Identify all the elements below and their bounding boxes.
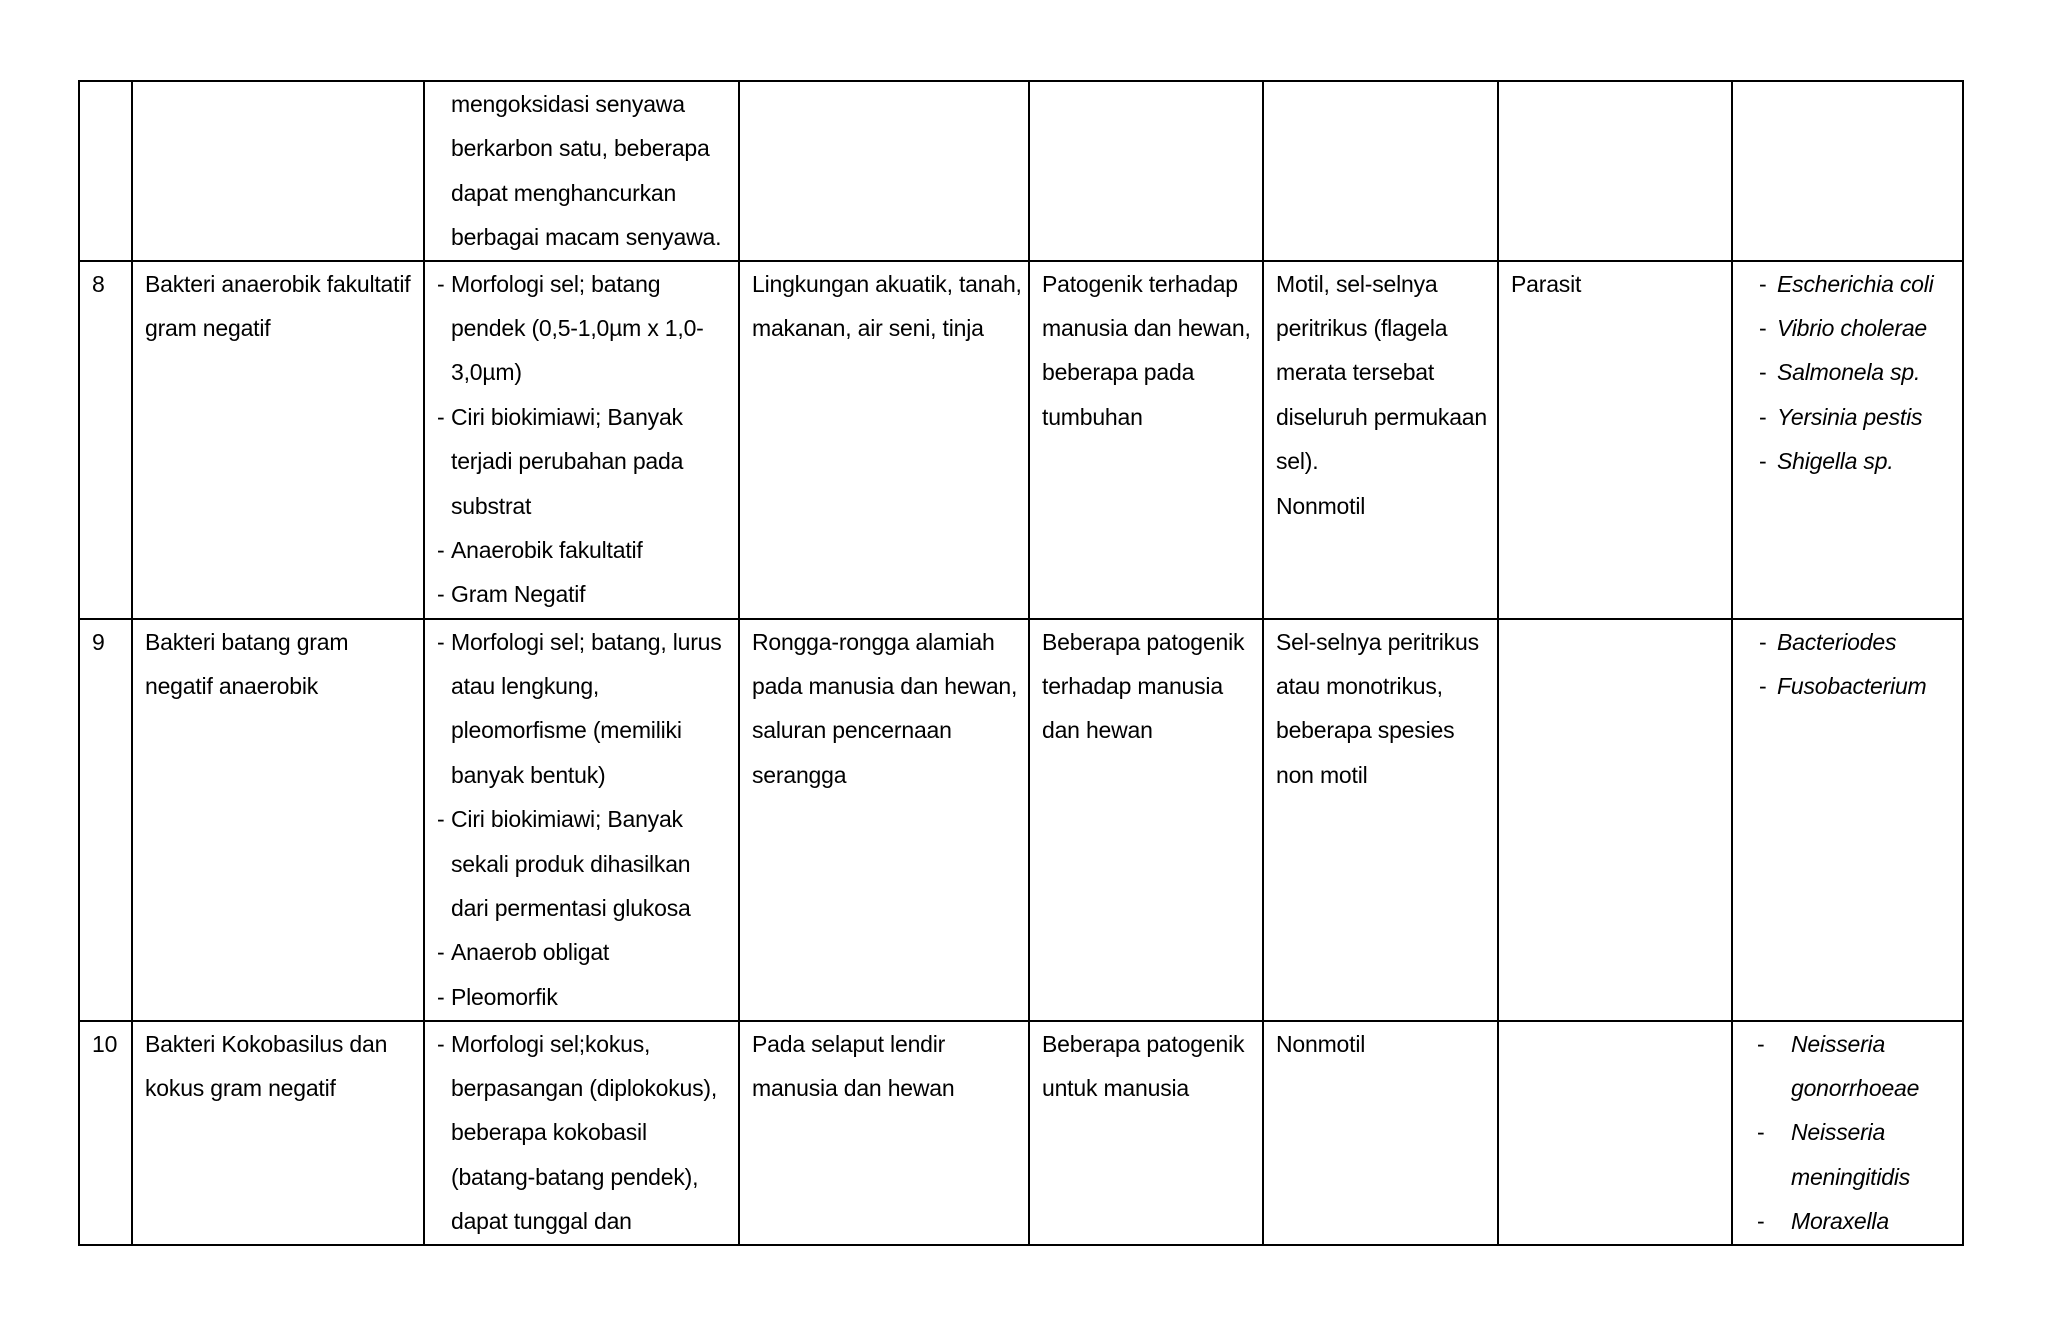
characteristics-cell	[424, 261, 739, 619]
characteristics-line: beberapa kokobasil	[451, 1119, 647, 1146]
habitat-line: makanan, air seni, tinja	[752, 315, 984, 342]
lifestyle-cell	[1498, 81, 1732, 261]
motility-line: Motil, sel-selnya	[1276, 270, 1438, 297]
species-name: - Moraxella	[1791, 1208, 1889, 1235]
pathogenicity-cell	[1029, 81, 1263, 261]
characteristics-line: - Morfologi sel; batang	[451, 270, 661, 297]
species-name: - Yersinia pestis	[1777, 403, 1923, 430]
characteristics-list	[437, 1022, 728, 1244]
group-name-line: gram negatif	[145, 315, 271, 342]
characteristics-line: substrat	[451, 492, 532, 519]
habitat-line: Rongga-rongga alamiah	[752, 628, 995, 655]
examples-cell	[1732, 261, 1963, 619]
habitat-cell	[739, 81, 1029, 261]
row-number-cell	[79, 261, 132, 619]
characteristics-line: mengoksidasi senyawa	[451, 91, 685, 117]
motility-cell	[1263, 261, 1498, 619]
characteristics-line: pendek (0,5-1,0µm x 1,0-	[451, 315, 704, 342]
species-name: - Bacteriodes	[1777, 628, 1897, 655]
species-name: - Shigella sp.	[1777, 448, 1894, 475]
group-name-cell	[132, 1021, 424, 1245]
group-name-line: Bakteri Kokobasilus dan	[145, 1030, 388, 1057]
group-name-line: Bakteri anaerobik fakultatif	[145, 270, 411, 297]
table-row	[79, 1021, 1963, 1245]
group-name-line: kokus gram negatif	[145, 1075, 336, 1102]
examples-list	[1745, 620, 1952, 709]
motility-line: diseluruh permukaan	[1276, 403, 1487, 430]
list-item	[437, 797, 728, 930]
characteristics-line: - Pleomorfik	[451, 983, 558, 1010]
species-name: - Salmonela sp.	[1777, 359, 1921, 386]
motility-line: atau monotrikus,	[1276, 673, 1443, 700]
pathogenicity-line: tumbuhan	[1042, 403, 1143, 430]
species-name: - Fusobacterium	[1777, 673, 1927, 700]
motility-line: merata tersebat	[1276, 359, 1435, 386]
pathogenicity-line: Beberapa patogenik	[1042, 628, 1245, 655]
pathogenicity-line: manusia dan hewan,	[1042, 315, 1251, 342]
pathogenicity-line: beberapa pada	[1042, 359, 1195, 386]
group-name-cell	[132, 261, 424, 619]
pathogenicity-line: untuk manusia	[1042, 1075, 1189, 1102]
examples-cell	[1732, 81, 1963, 261]
group-name-line: negatif anaerobik	[145, 673, 319, 700]
characteristics-line: atau lengkung,	[451, 673, 600, 700]
examples-list	[1745, 262, 1952, 484]
pathogenicity-line: Beberapa patogenik	[1042, 1030, 1245, 1057]
pathogenicity-line: terhadap manusia	[1042, 673, 1223, 700]
pathogenicity-line: Patogenik terhadap	[1042, 270, 1238, 297]
list-item	[1745, 439, 1952, 483]
list-item	[1745, 306, 1952, 350]
characteristics-line: berbagai macam senyawa.	[451, 224, 722, 251]
habitat-line: serangga	[752, 761, 847, 788]
list-item	[437, 1022, 728, 1244]
motility-line: Nonmotil	[1276, 1030, 1366, 1057]
table-body	[79, 81, 1963, 1245]
table-row	[79, 81, 1963, 261]
pathogenicity-cell	[1029, 1021, 1263, 1245]
species-name: - Escherichia coli	[1777, 270, 1934, 297]
species-name: - Neisseria	[1791, 1030, 1886, 1057]
characteristics-cell	[424, 1021, 739, 1245]
list-item	[437, 975, 728, 1019]
motility-line: Nonmotil	[1276, 492, 1366, 519]
pathogenicity-line: dan hewan	[1042, 717, 1153, 744]
characteristics-line: terjadi perubahan pada	[451, 448, 684, 475]
pathogenicity-cell	[1029, 261, 1263, 619]
motility-line: Sel-selnya peritrikus	[1276, 628, 1479, 655]
list-item	[437, 395, 728, 528]
group-name-cell	[132, 619, 424, 1021]
group-name-cell	[132, 81, 424, 261]
species-name: gonorrhoeae	[1791, 1075, 1920, 1102]
characteristics-cell	[424, 619, 739, 1021]
list-item	[1745, 1110, 1952, 1199]
characteristics-line: dapat menghancurkan	[451, 179, 677, 206]
habitat-cell	[739, 619, 1029, 1021]
row-number-cell	[79, 1021, 132, 1245]
row-number-cell	[79, 81, 132, 261]
characteristics-line: - Ciri biokimiawi; Banyak	[451, 403, 683, 430]
pathogenicity-cell	[1029, 619, 1263, 1021]
examples-cell	[1732, 619, 1963, 1021]
motility-line: non motil	[1276, 761, 1368, 788]
characteristics-line: dapat tunggal dan	[451, 1208, 632, 1235]
motility-line: sel).	[1276, 448, 1319, 475]
lifestyle-line: Parasit	[1511, 270, 1582, 297]
list-item	[1745, 262, 1952, 306]
characteristics-line: 3,0µm)	[451, 359, 522, 386]
list-item	[437, 262, 728, 395]
list-item	[1745, 1199, 1952, 1243]
lifestyle-cell	[1498, 261, 1732, 619]
species-name: meningitidis	[1791, 1163, 1911, 1190]
row-number: 10	[92, 1030, 118, 1057]
characteristics-cell	[424, 81, 739, 261]
characteristics-list	[437, 262, 728, 617]
habitat-line: pada manusia dan hewan,	[752, 673, 1018, 700]
motility-line: peritrikus (flagela	[1276, 315, 1448, 342]
list-item	[1745, 395, 1952, 439]
habitat-line: Lingkungan akuatik, tanah,	[752, 270, 1022, 297]
examples-cell	[1732, 1021, 1963, 1245]
habitat-line: Pada selaput lendir	[752, 1030, 946, 1057]
row-number-cell	[79, 619, 132, 1021]
list-item	[1745, 620, 1952, 664]
habitat-cell	[739, 1021, 1029, 1245]
characteristics-line: berkarbon satu, beberapa	[451, 135, 710, 162]
motility-line: beberapa spesies	[1276, 717, 1455, 744]
characteristics-line: sekali produk dihasilkan	[451, 850, 691, 877]
list-item	[1745, 1022, 1952, 1111]
characteristics-line: banyak bentuk)	[451, 761, 606, 788]
characteristics-list	[437, 620, 728, 1020]
list-item	[1745, 350, 1952, 394]
characteristics-line: - Morfologi sel; batang, lurus	[451, 628, 722, 655]
characteristics-line: pleomorfisme (memiliki	[451, 717, 682, 744]
characteristics-line: - Ciri biokimiawi; Banyak	[451, 806, 683, 833]
species-name: - Neisseria	[1791, 1119, 1886, 1146]
characteristics-line: berpasangan (diplokokus),	[451, 1075, 718, 1102]
habitat-line: saluran pencernaan	[752, 717, 952, 744]
list-item	[437, 528, 728, 572]
list-item	[437, 620, 728, 798]
motility-cell	[1263, 81, 1498, 261]
list-item	[437, 930, 728, 974]
characteristics-line: dari permentasi glukosa	[451, 895, 691, 922]
species-name: - Vibrio cholerae	[1777, 315, 1928, 342]
characteristics-continuation	[437, 82, 728, 260]
habitat-line: manusia dan hewan	[752, 1075, 955, 1102]
bacteria-classification-table	[78, 80, 1964, 1246]
characteristics-line: (batang-batang pendek),	[451, 1163, 699, 1190]
row-number: 8	[92, 270, 105, 297]
characteristics-line: - Gram Negatif	[451, 581, 586, 608]
group-name-line: Bakteri batang gram	[145, 628, 349, 655]
examples-list	[1745, 1022, 1952, 1244]
table-row	[79, 261, 1963, 619]
list-item	[1745, 664, 1952, 708]
lifestyle-cell	[1498, 1021, 1732, 1245]
motility-cell	[1263, 1021, 1498, 1245]
lifestyle-cell	[1498, 619, 1732, 1021]
characteristics-line: - Anaerobik fakultatif	[451, 537, 643, 564]
habitat-cell	[739, 261, 1029, 619]
row-number: 9	[92, 628, 105, 655]
characteristics-line: - Anaerob obligat	[451, 939, 610, 966]
motility-cell	[1263, 619, 1498, 1021]
list-item	[437, 572, 728, 616]
characteristics-line: - Morfologi sel;kokus,	[451, 1030, 651, 1057]
table-row	[79, 619, 1963, 1021]
